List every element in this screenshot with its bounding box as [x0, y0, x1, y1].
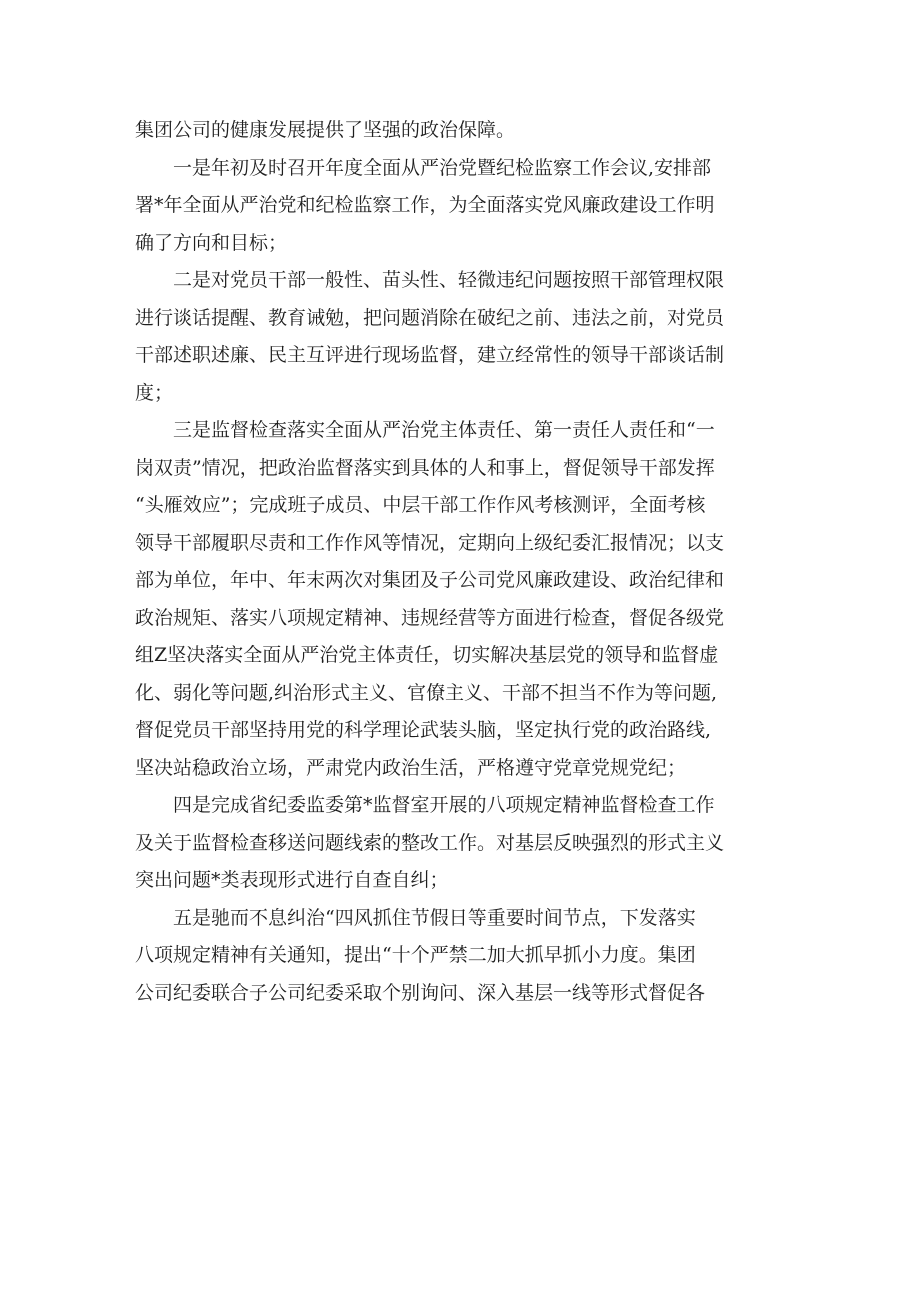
text-line: “头雁效应”；完成班子成员、中层干部工作作风考核测评，全面考核 — [135, 494, 706, 516]
paragraph-intro-continuation — [135, 112, 795, 150]
text-line: 八项规定精神有关通知，提出“十个严禁二加大抓早抓小力度。集团 — [135, 944, 696, 966]
text-line: 及关于监督检查移送问题线索的整改工作。对基层反映强烈的形式主义 — [135, 831, 725, 854]
text-line: 进行谈话提醒、教育诫勉，把问题消除在破纪之前、违法之前，对党员 — [135, 306, 725, 329]
text-line: 干部述职述廉、民主互评进行现场监督，建立经常性的领导干部谈话制 — [135, 344, 725, 366]
text-line: 一是年初及时召开年度全面从严治党暨纪检监察工作会议,安排部 — [173, 156, 712, 179]
text-line: 五是驰而不息纠治“四风抓住节假日等重要时间节点，下发落实 — [173, 906, 696, 929]
text-line: 度； — [135, 381, 174, 404]
body-text — [135, 112, 795, 1012]
text-line: 公司纪委联合子公司纪委采取个别询问、深入基层一线等形式督促各 — [135, 981, 706, 1004]
text-line: 突出问题*类表现形式进行自查自纠； — [135, 869, 449, 891]
paragraph-item-5 — [135, 900, 795, 1013]
text-line: 政治规矩、落实八项规定精神、违规经营等方面进行检查，督促各级党 — [135, 606, 725, 629]
text-line: 四是完成省纪委监委第*监督室开展的八项规定精神监督检查工作 — [173, 794, 715, 816]
text-line: 坚决站稳政治立场，严肃党内政治生活，严格遵守党章党规党纪； — [135, 756, 687, 779]
text-line: 部为单位，年中、年末两次对集团及子公司党风廉政建设、政治纪律和 — [135, 569, 725, 591]
text-line: 集团公司的健康发展提供了坚强的政治保障。 — [135, 119, 516, 141]
paragraph-item-4 — [135, 787, 795, 900]
text-line: 组Z坚决落实全面从严治党主体责任，切实解决基层党的领导和监督虚 — [135, 644, 719, 666]
text-line: 署*年全面从严治党和纪检监察工作，为全面落实党风廉政建设工作明 — [135, 194, 715, 216]
text-line: 三是监督检查落实全面从严治党主体责任、第一责任人责任和“一 — [173, 419, 715, 441]
paragraph-item-1 — [135, 150, 795, 263]
text-line: 化、弱化等问题,纠治形式主义、官僚主义、干部不担当不作为等问题, — [135, 681, 718, 704]
text-line: 岗双责”情况，把政治监督落实到具体的人和事上，督促领导干部发挥 — [135, 456, 715, 479]
paragraph-item-3 — [135, 412, 795, 787]
text-line: 督促党员干部坚持用党的科学理论武装头脑，坚定执行党的政治路线, — [135, 719, 712, 741]
text-line: 领导干部履职尽责和工作作风等情况，定期向上级纪委汇报情况；以支 — [135, 531, 725, 554]
text-line: 确了方向和目标； — [135, 231, 288, 254]
paragraph-item-2 — [135, 262, 795, 412]
text-line: 二是对党员干部一般性、苗头性、轻微违纪问题按照干部管理权限 — [173, 269, 725, 291]
